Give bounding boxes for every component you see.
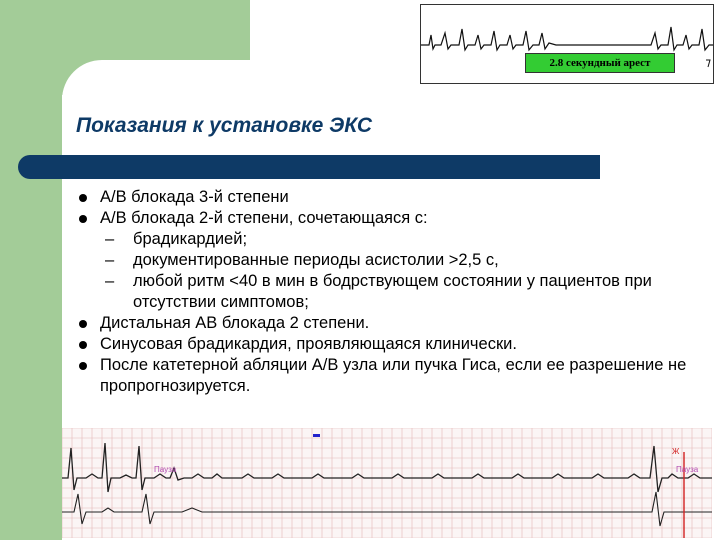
list-item: А/В блокада 2-й степени, сочетающаяся с:: [76, 208, 716, 229]
pause-label: Пауза: [676, 465, 699, 474]
bullet-icon: [79, 215, 87, 223]
list-item: После катетерной абляции А/В узла или пучка Гиса, если ее разрешение не пропрогнозируется.: [76, 355, 716, 397]
sub-list-item: – любой ритм <40 в мин в бодрствующем состоянии у пациентов при отсутствии симптомов;: [105, 272, 652, 311]
list-item: А/В блокада 3-й степени: [76, 187, 716, 208]
bullet-icon: [79, 341, 87, 349]
list-item: Синусовая брадикардия, проявляющаяся клинически.: [76, 334, 716, 355]
marker-label: Ж: [672, 447, 680, 456]
dash-icon: –: [105, 251, 115, 269]
pause-label: Пауза: [154, 465, 177, 474]
ecg-arrest-image: [420, 4, 714, 84]
bullet-icon: [79, 320, 87, 328]
dash-icon: –: [105, 230, 115, 248]
blue-marker: [313, 434, 320, 437]
bullet-icon: [79, 362, 87, 370]
title-underline-bar: [18, 155, 600, 179]
sub-list-item: – документированные периоды асистолии >2,5 с,: [105, 251, 499, 269]
ecg-strip-svg: [62, 428, 712, 538]
indications-list: [76, 187, 716, 397]
list-item: Дистальная АВ блокада 2 степени.: [76, 313, 716, 334]
sub-list-item: – брадикардией;: [105, 230, 248, 248]
arrest-label: 2.8 секундный арест: [525, 53, 675, 73]
slide-title: Показания к установке ЭКС: [76, 114, 373, 137]
ecg-strip-image: [62, 428, 712, 538]
bullet-icon: [79, 194, 87, 202]
dash-icon: –: [105, 272, 115, 290]
